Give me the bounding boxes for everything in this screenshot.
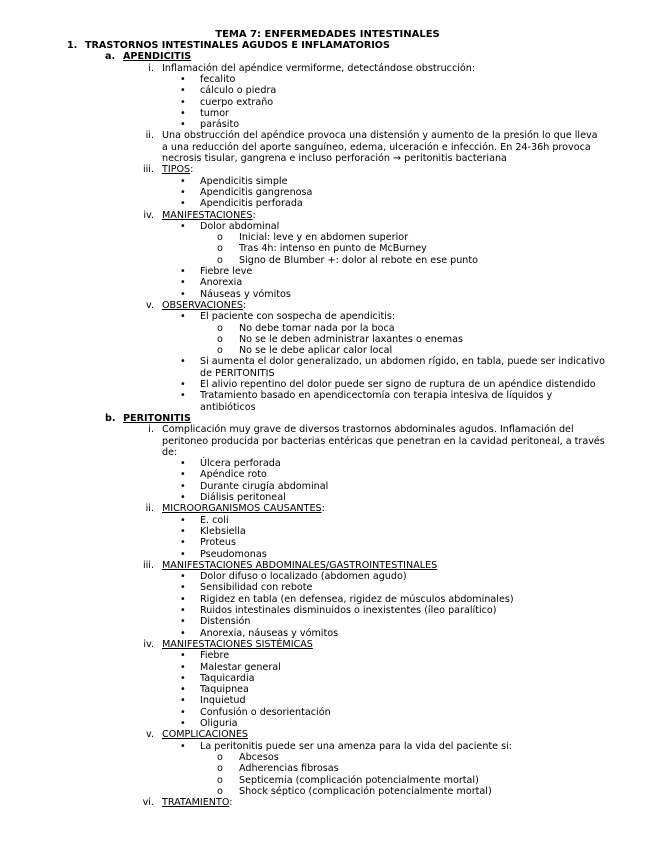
bullet-icon: •: [180, 605, 186, 616]
bullet-icon: •: [180, 525, 186, 537]
list-item: Apéndice roto: [200, 469, 267, 481]
subsection-title: TRATAMIENTO: [162, 797, 230, 809]
list-item: Fiebre: [200, 650, 230, 662]
subsection-title-peritonitis: PERITONITIS: [123, 412, 191, 424]
subsection-title: MANIFESTACIONES: [162, 209, 253, 221]
subsection-title: OBSERVACIONES: [162, 299, 244, 311]
bullet-icon: •: [180, 220, 186, 232]
sub-bullet-icon: o: [217, 345, 223, 357]
sub-list-item: Septicemia (complicación potencialmente mortal): [239, 774, 479, 786]
bullet-icon: •: [180, 537, 186, 549]
bullet-icon: •: [180, 186, 186, 198]
paragraph-line: a una reducción del aporte sanguíneo, edema, ulceración e infección. En 24-36h provoca: [162, 141, 591, 153]
list-item: Anorexia, náuseas y vómitos: [200, 627, 339, 639]
list-item: Oliguria: [200, 718, 238, 729]
roman-marker: iv.: [143, 638, 154, 650]
roman-marker: i.: [148, 62, 154, 74]
list-item: El paciente con sospecha de apendicitis:: [200, 311, 396, 323]
bullet-icon: •: [180, 514, 186, 526]
roman-marker: i.: [148, 424, 154, 436]
list-item: La peritonitis puede ser una amenza para la vida del paciente si:: [200, 740, 513, 752]
roman-marker: v.: [146, 299, 154, 311]
bullet-icon: •: [180, 107, 186, 119]
paragraph-line: Una obstrucción del apéndice provoca una distensión y aumento de la presión lo que lleva: [162, 130, 598, 142]
heading-colon: :: [321, 503, 325, 515]
sub-list-item: No se le debe aplicar calor local: [239, 345, 393, 357]
roman-marker: vi.: [142, 797, 154, 809]
roman-marker: iii.: [142, 559, 154, 571]
bullet-icon: •: [180, 582, 186, 594]
bullet-icon: •: [180, 661, 186, 673]
sub-bullet-icon: o: [217, 243, 223, 255]
page-title: TEMA 7: ENFERMEDADES INTESTINALES: [215, 29, 440, 40]
list-item: Pseudomonas: [200, 548, 267, 560]
list-item: El alivio repentino del dolor puede ser signo de ruptura de un apéndice distendido: [200, 379, 596, 390]
bullet-icon: •: [180, 390, 186, 402]
subsection-title: MANIFESTACIONES ABDOMINALES/GASTROINTESTINALES: [162, 559, 438, 571]
bullet-icon: •: [180, 469, 186, 481]
sub-list-item: No debe tomar nada por la boca: [239, 322, 395, 334]
subsection-title: MICROORGANISMOS CAUSANTES: [162, 503, 322, 515]
bullet-icon: •: [180, 356, 186, 368]
paragraph-line: peritoneo producida por bacterias entéricas que penetran en la cavidad peritoneal, a través: [162, 435, 605, 447]
roman-marker: v.: [146, 729, 154, 741]
section-title: TRASTORNOS INTESTINALES AGUDOS E INFLAMATORIOS: [85, 40, 390, 51]
list-item: Durante cirugía abdominal: [200, 480, 329, 492]
subsection-heading: [162, 729, 248, 740]
subsection-marker: a.: [105, 51, 116, 63]
bullet-icon: •: [180, 593, 186, 605]
list-item: E. coli: [200, 514, 229, 526]
bullet-icon: •: [180, 379, 186, 390]
list-item: Fiebre leve: [200, 266, 253, 277]
bullet-icon: •: [180, 311, 186, 323]
bullet-icon: •: [180, 672, 186, 684]
list-item: Diálisis peritoneal: [200, 492, 286, 503]
sub-list-item: Inicial: leve y en abdomen superior: [239, 232, 409, 244]
sub-bullet-icon: o: [217, 322, 223, 334]
subsection-title: COMPLICACIONES: [162, 729, 248, 741]
list-item: cálculo o piedra: [200, 85, 277, 97]
bullet-icon: •: [180, 96, 186, 108]
list-item: Taquicardia: [200, 672, 255, 684]
list-item: Sensibilidad con rebote: [200, 582, 313, 594]
list-item: cuerpo extraño: [200, 96, 274, 108]
paragraph-line: necrosis tisular, gangrena e incluso perforación → peritonitis bacteriana: [162, 153, 507, 164]
bullet-icon: •: [180, 480, 186, 492]
subsection-marker: b.: [105, 412, 116, 424]
sub-list-item: Signo de Blumber +: dolor al rebote en ese punto: [239, 254, 479, 266]
list-item: Apendicitis simple: [200, 175, 288, 187]
list-item: fecalito: [200, 73, 236, 85]
sub-list-item: Adherencias fibrosas: [239, 763, 339, 775]
list-item: Rigidez en tabla (en defensea, rigidez de músculos abdominales): [200, 593, 514, 605]
paragraph: Inflamación del apéndice vermiforme, detectándose obstrucción:: [162, 62, 476, 74]
sub-bullet-icon: o: [217, 751, 223, 763]
list-item: Distensión: [200, 616, 251, 628]
sub-bullet-icon: o: [217, 254, 223, 266]
bullet-icon: •: [180, 571, 186, 583]
list-item: Taquipnea: [200, 684, 249, 696]
roman-marker: iv.: [143, 209, 154, 221]
list-item: Proteus: [200, 537, 236, 549]
subsection-title: TIPOS: [162, 164, 191, 176]
roman-marker: iii.: [142, 164, 154, 176]
bullet-icon: •: [180, 627, 186, 639]
roman-marker: ii.: [145, 130, 154, 142]
bullet-icon: •: [180, 198, 186, 210]
paragraph-line: de:: [162, 446, 178, 458]
bullet-icon: •: [180, 73, 186, 85]
bullet-icon: •: [180, 695, 186, 707]
bullet-icon: •: [180, 458, 186, 470]
heading-colon: :: [190, 164, 194, 176]
bullet-icon: •: [180, 616, 186, 628]
list-item: Confusión o desorientación: [200, 706, 331, 718]
bullet-icon: •: [180, 684, 186, 696]
sub-bullet-icon: o: [217, 232, 223, 244]
bullet-icon: •: [180, 119, 186, 131]
list-item: Náuseas y vómitos: [200, 288, 291, 300]
list-item: Klebsiella: [200, 525, 246, 537]
list-item: Si aumenta el dolor generalizado, un abdomen rígido, en tabla, puede ser indicativo: [200, 356, 605, 368]
subsection-heading: [162, 560, 437, 571]
list-item-continuation: antibióticos: [200, 401, 256, 413]
subsection-heading: [162, 210, 256, 221]
sub-list-item: Shock séptico (complicación potencialmente mortal): [239, 785, 492, 797]
list-item: Inquietud: [200, 695, 246, 707]
bullet-icon: •: [180, 277, 186, 289]
bullet-icon: •: [180, 266, 186, 277]
sub-list-item: No se le deben administrar laxantes o enemas: [239, 333, 464, 345]
list-item: Apendicitis perforada: [200, 198, 303, 210]
sub-list-item: Abcesos: [239, 751, 279, 763]
heading-colon: :: [229, 797, 233, 809]
subsection-title-apendicitis: APENDICITIS: [123, 51, 192, 63]
subsection-heading: [162, 164, 193, 175]
sub-bullet-icon: o: [217, 785, 223, 797]
subsection-heading: [162, 639, 313, 650]
list-item: tumor: [200, 107, 230, 119]
list-item: Tratamiento basado en apendicectomía con terapia intesiva de líquidos y: [200, 390, 553, 402]
sub-bullet-icon: o: [217, 763, 223, 775]
roman-marker: ii.: [145, 503, 154, 515]
bullet-icon: •: [180, 85, 186, 97]
list-item: Ruidos intestinales disminuidos o inexistentes (íleo paralítico): [200, 605, 497, 616]
bullet-icon: •: [180, 718, 186, 729]
subsection-heading: [162, 797, 232, 808]
list-item: Anorexia: [200, 277, 243, 289]
heading-colon: :: [243, 299, 247, 311]
list-item: Apendicitis gangrenosa: [200, 186, 313, 198]
bullet-icon: •: [180, 650, 186, 662]
sub-bullet-icon: o: [217, 333, 223, 345]
list-item: Malestar general: [200, 661, 281, 673]
bullet-icon: •: [180, 492, 186, 503]
subsection-title: MANIFESTACIONES SISTÉMICAS: [162, 638, 313, 650]
list-item: parásito: [200, 119, 240, 131]
sub-bullet-icon: o: [217, 774, 223, 786]
bullet-icon: •: [180, 548, 186, 560]
bullet-icon: •: [180, 740, 186, 752]
list-item: Úlcera perforada: [200, 458, 281, 470]
list-item-continuation: de PERITONITIS: [200, 367, 275, 379]
bullet-icon: •: [180, 706, 186, 718]
list-item: Dolor abdominal: [200, 220, 280, 232]
paragraph-line: Complicación muy grave de diversos trastornos abdominales agudos. Inflamación del: [162, 424, 574, 436]
sub-list-item: Tras 4h: intenso en punto de McBurney: [239, 243, 427, 255]
subsection-heading: [162, 300, 246, 311]
bullet-icon: •: [180, 288, 186, 300]
subsection-heading: [162, 503, 325, 514]
section-number: 1.: [67, 40, 78, 51]
list-item: Dolor difuso o localizado (abdomen agudo): [200, 571, 407, 583]
bullet-icon: •: [180, 175, 186, 187]
heading-colon: :: [252, 209, 256, 221]
